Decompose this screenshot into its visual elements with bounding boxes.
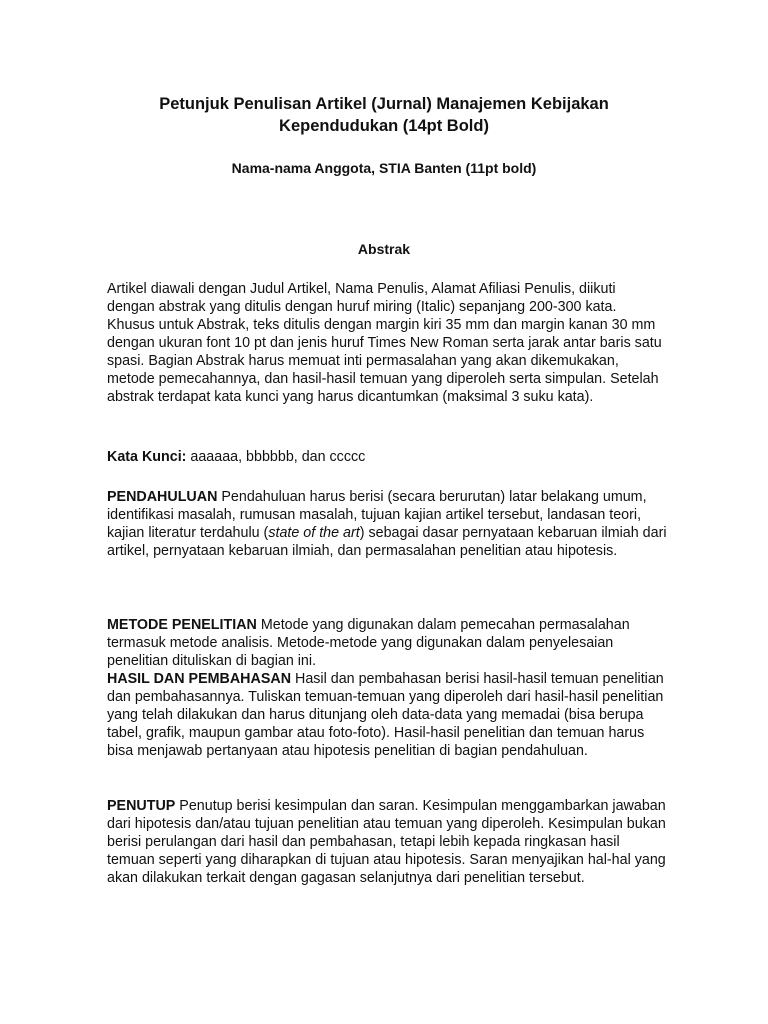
title-line-1: Petunjuk Penulisan Artikel (Jurnal) Manajemen Kebijakan <box>159 95 609 113</box>
section-heading-pendahuluan: PENDAHULUAN <box>107 489 218 505</box>
section-text-pendahuluan-italic: state of the art <box>268 525 360 541</box>
section-heading-metode: METODE PENELITIAN <box>107 617 257 633</box>
section-text-penutup: Penutup berisi kesimpulan dan saran. Kesimpulan menggambarkan jawaban dari hipotesis dan/atau tujuan penelitian atau temuan yang diperoleh. Kesimpulan bukan berisi perulangan dari hasil dan pembahasan, tetapi lebih kepada ringkasan hasil temuan seperti yang diharapkan di tujuan atau hipotesis. Saran menyajikan hal-hal yang akan dilakukan terkait dengan gagasan selanjutnya dari penelitian tersebut. <box>107 798 666 886</box>
abstract-heading: Abstrak <box>357 241 411 257</box>
section-text-pendahuluan-2: ) sebagai dasar pernyataan kebaruan ilmiah dari artikel, pernyataan kebaruan ilmiah, dan permasalahan penelitian atau hipotesis. <box>107 525 667 559</box>
keywords-text: aaaaaa, bbbbbb, dan ccccc <box>186 449 366 465</box>
section-hasil <box>107 670 667 760</box>
section-penutup <box>107 797 667 887</box>
abstract-text: Artikel diawali dengan Judul Artikel, Nama Penulis, Alamat Afiliasi Penulis, diikuti dengan abstrak yang ditulis dengan huruf miring (Italic) sepanjang 200-300 kata. Khusus untuk Abstrak, teks ditulis dengan margin kiri 35 mm dan margin kanan 30 mm dengan ukuran font 10 pt dan jenis huruf Times New Roman serta jarak antar baris satu spasi. Bagian Abstrak harus memuat inti permasalahan yang akan dikemukakan, metode pemecahannya, dan hasil-hasil temuan yang diperoleh serta simpulan. Setelah abstrak terdapat kata kunci yang harus dicantumkan (maksimal 3 suku kata). <box>107 281 662 405</box>
abstract-paragraph <box>107 280 667 406</box>
keywords-paragraph <box>107 448 667 466</box>
keywords-label: Kata Kunci: <box>107 449 187 465</box>
article-title <box>120 93 648 137</box>
author-line: Nama-nama Anggota, STIA Banten (11pt bold) <box>231 160 537 176</box>
section-heading-penutup: PENUTUP <box>107 798 176 814</box>
section-metode <box>107 616 667 670</box>
section-text-hasil: Hasil dan pembahasan berisi hasil-hasil temuan penelitian dan pembahasannya. Tuliskan temuan-temuan yang diperoleh dari hasil-hasil penelitian yang telah dilakukan dan harus ditunjang oleh data-data yang memadai (bisa berupa tabel, grafik, maupun gambar atau foto-foto). Hasil-hasil penelitian dan temuan harus bisa menjawab pertanyaan atau hipotesis penelitian di bagian pendahuluan. <box>107 671 664 759</box>
section-text-metode: Metode yang digunakan dalam pemecahan permasalahan termasuk metode analisis. Metode-metode yang digunakan dalam penyelesaian penelitian dituliskan di bagian ini. <box>107 617 630 669</box>
section-pendahuluan <box>107 488 667 560</box>
title-line-2: Kependudukan (14pt Bold) <box>279 117 489 135</box>
section-heading-hasil: HASIL DAN PEMBAHASAN <box>107 671 292 687</box>
section-text-pendahuluan-1: Pendahuluan harus berisi (secara berurutan) latar belakang umum, identifikasi masalah, rumusan masalah, tujuan kajian artikel tersebut, landasan teori, kajian literatur terdahulu ( <box>107 489 647 541</box>
